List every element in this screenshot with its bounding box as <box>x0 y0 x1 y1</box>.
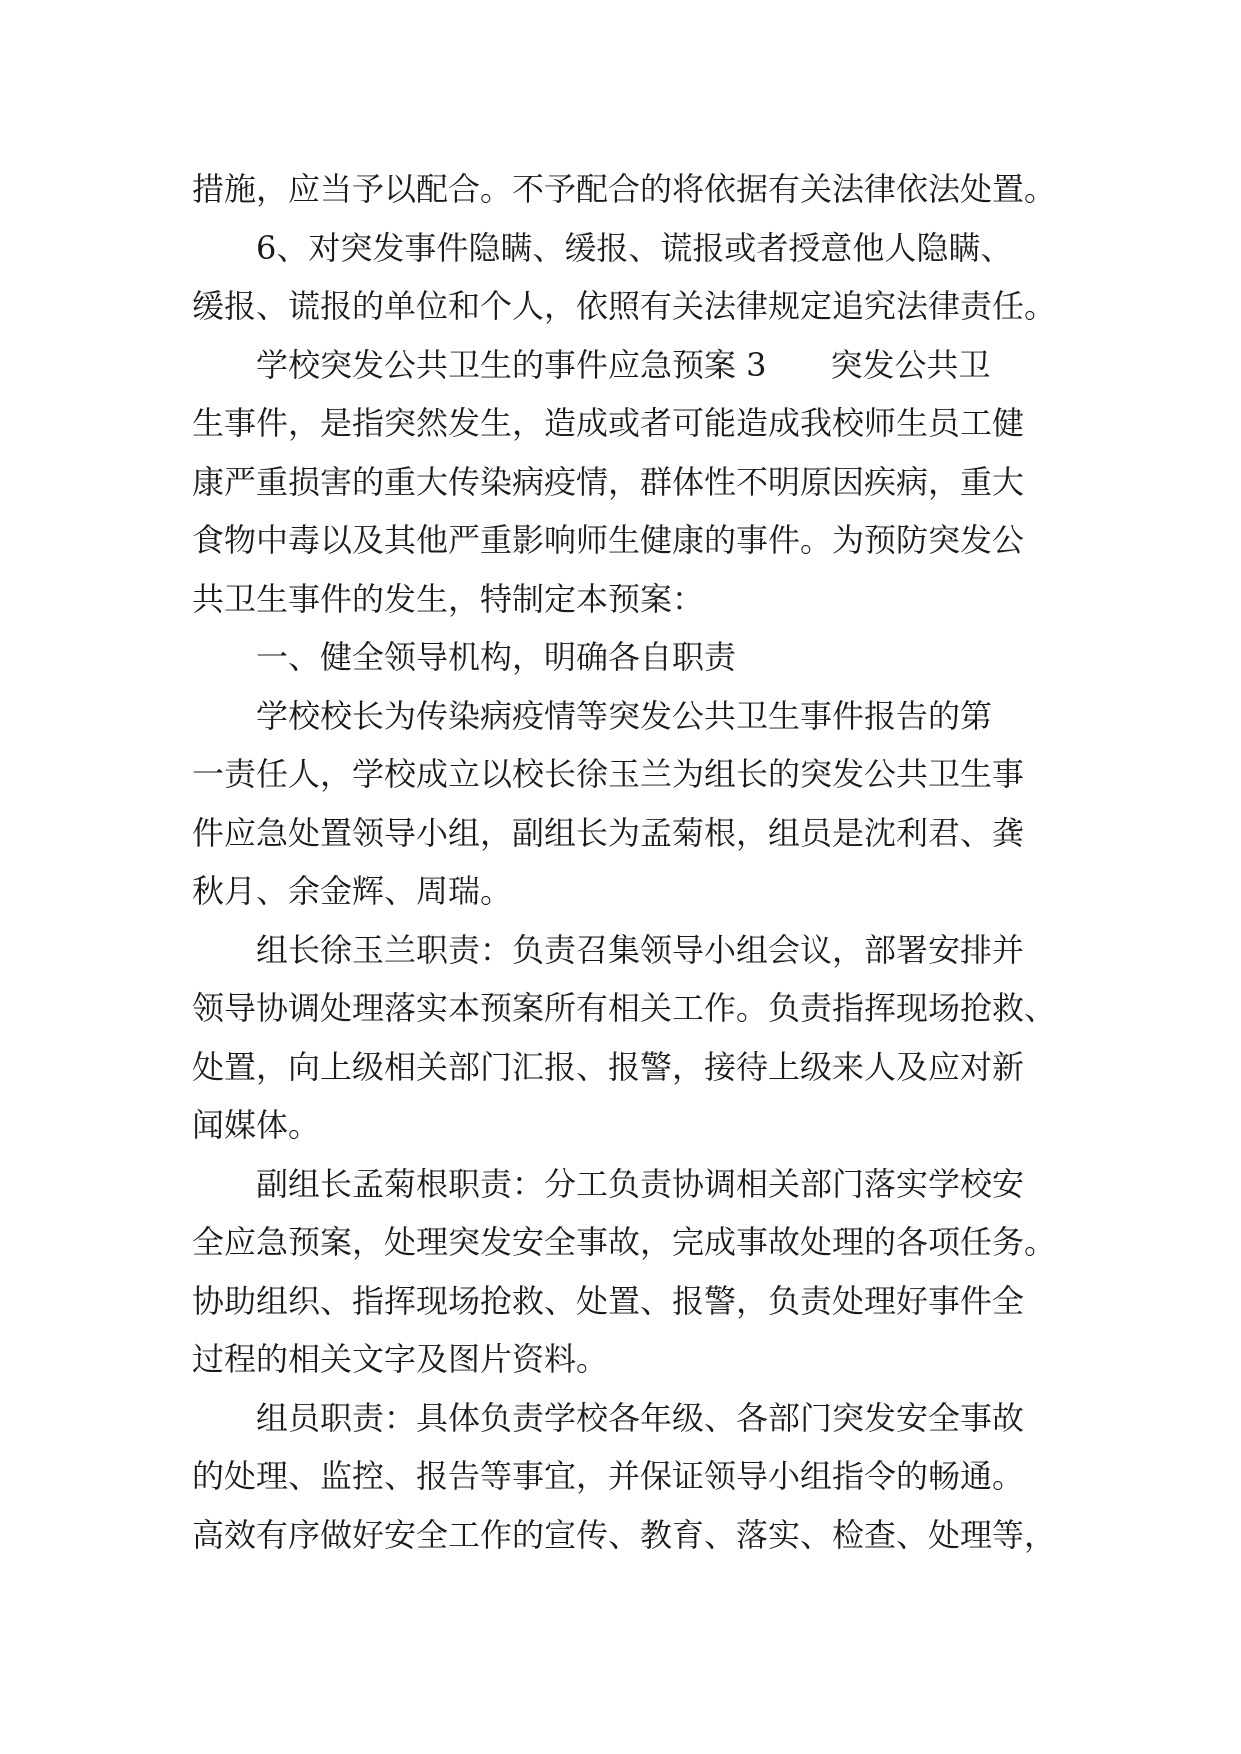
text-line-13: 秋月、余金辉、周瑞。 <box>192 872 513 910</box>
text-line-14: 组长徐玉兰职责：负责召集领导小组会议，部署安排并 <box>256 930 1025 969</box>
text-line-24: 高效有序做好安全工作的宣传、教育、落实、检查、处理等， <box>192 1515 1057 1554</box>
text-line-2: 6、对突发事件隐瞒、缓报、谎报或者授意他人隐瞒、 <box>256 228 1013 267</box>
text-line-8: 共卫生事件的发生，特制定本预案： <box>192 579 705 618</box>
subheading-line: 一、健全领导机构，明确各自职责 <box>256 638 737 676</box>
text-line-7: 食物中毒以及其他严重影响师生健康的事件。为预防突发公 <box>192 521 1025 559</box>
text-line-3: 缓报、谎报的单位和个人，依照有关法律规定追究法律责任。 <box>192 287 1057 325</box>
document-body <box>192 160 1072 1564</box>
text-line-17: 闻媒体。 <box>192 1106 321 1144</box>
text-line-15: 领导协调处理落实本预案所有相关工作。负责指挥现场抢救、 <box>192 989 1057 1027</box>
text-line-20: 协助组织、指挥现场抢救、处置、报警，负责处理好事件全 <box>192 1281 1025 1320</box>
text-line-21: 过程的相关文字及图片资料。 <box>192 1340 609 1378</box>
text-line-12: 件应急处置领导小组，副组长为孟菊根，组员是沈利君、龚 <box>192 813 1025 852</box>
text-line-4 <box>192 336 1072 395</box>
section-intro-start: 突发公共卫 <box>830 345 991 384</box>
text-line-1: 措施，应当予以配合。不予配合的将依据有关法律依法处置。 <box>192 170 1057 208</box>
text-line-10: 学校校长为传染病疫情等突发公共卫生事件报告的第 <box>256 696 993 735</box>
text-line-16: 处置，向上级相关部门汇报、报警，接待上级来人及应对新 <box>192 1047 1025 1086</box>
text-line-19: 全应急预案，处理突发安全事故，完成事故处理的各项任务。 <box>192 1223 1057 1261</box>
text-line-11: 一责任人，学校成立以校长徐玉兰为组长的突发公共卫生事 <box>192 755 1025 793</box>
text-line-18: 副组长孟菊根职责：分工负责协调相关部门落实学校安 <box>256 1164 1025 1203</box>
text-line-23: 的处理、监控、报告等事宜，并保证领导小组指令的畅通。 <box>192 1457 1025 1495</box>
text-line-6: 康严重损害的重大传染病疫情，群体性不明原因疾病，重大 <box>192 462 1025 501</box>
section-heading: 学校突发公共卫生的事件应急预案 3 <box>256 345 767 384</box>
text-line-5: 生事件，是指突然发生，造成或者可能造成我校师生员工健 <box>192 404 1025 442</box>
text-line-22: 组员职责：具体负责学校各年级、各部门突发安全事故 <box>256 1398 1025 1437</box>
